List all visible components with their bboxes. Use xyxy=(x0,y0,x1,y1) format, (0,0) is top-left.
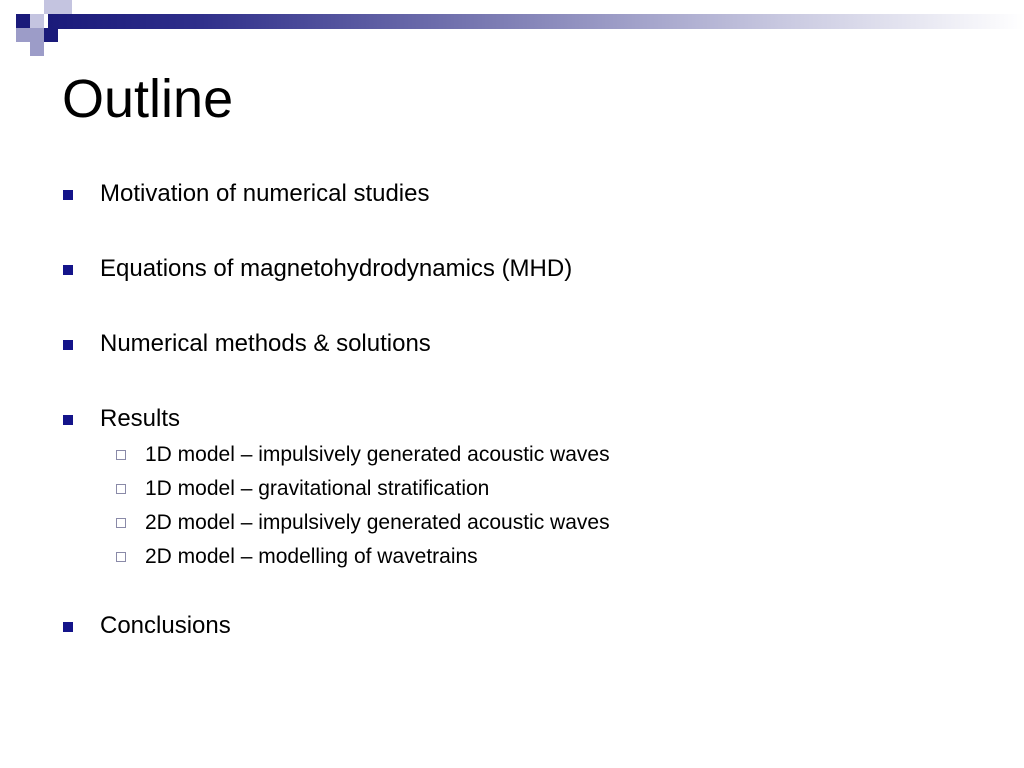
bullet-text: Motivation of numerical studies xyxy=(100,180,430,207)
corner-square-decoration xyxy=(16,28,30,42)
corner-square-decoration xyxy=(44,0,58,14)
slide-title: Outline xyxy=(62,69,234,129)
header-gradient-bar xyxy=(48,14,1024,29)
sub-bullet-item xyxy=(145,443,610,467)
bullet-item xyxy=(100,330,431,358)
hollow-square-bullet-icon xyxy=(116,484,126,494)
sub-bullet-item xyxy=(145,511,610,535)
corner-square-decoration xyxy=(44,28,58,42)
hollow-square-bullet-icon xyxy=(116,518,126,528)
sub-bullet-text: 1D model – gravitational stratification xyxy=(145,477,490,500)
bullet-item xyxy=(100,612,231,640)
corner-square-decoration xyxy=(30,14,44,28)
corner-square-decoration xyxy=(16,14,30,28)
sub-bullet-text: 2D model – modelling of wavetrains xyxy=(145,545,478,568)
square-bullet-icon xyxy=(63,622,73,632)
corner-square-decoration xyxy=(58,0,72,14)
square-bullet-icon xyxy=(63,190,73,200)
sub-bullet-text: 1D model – impulsively generated acoustic waves xyxy=(145,443,610,466)
square-bullet-icon xyxy=(63,265,73,275)
bullet-item xyxy=(100,405,180,433)
hollow-square-bullet-icon xyxy=(116,552,126,562)
hollow-square-bullet-icon xyxy=(116,450,126,460)
bullet-text: Conclusions xyxy=(100,612,231,639)
sub-bullet-text: 2D model – impulsively generated acoustic waves xyxy=(145,511,610,534)
corner-square-decoration xyxy=(30,28,44,42)
square-bullet-icon xyxy=(63,415,73,425)
bullet-text: Numerical methods & solutions xyxy=(100,330,431,357)
square-bullet-icon xyxy=(63,340,73,350)
bullet-text: Results xyxy=(100,405,181,432)
bullet-text: Equations of magnetohydrodynamics (MHD) xyxy=(100,255,573,282)
sub-bullet-item xyxy=(145,545,478,569)
bullet-item xyxy=(100,255,572,283)
bullet-item xyxy=(100,180,429,208)
sub-bullet-item xyxy=(145,477,489,501)
corner-square-decoration xyxy=(30,42,44,56)
